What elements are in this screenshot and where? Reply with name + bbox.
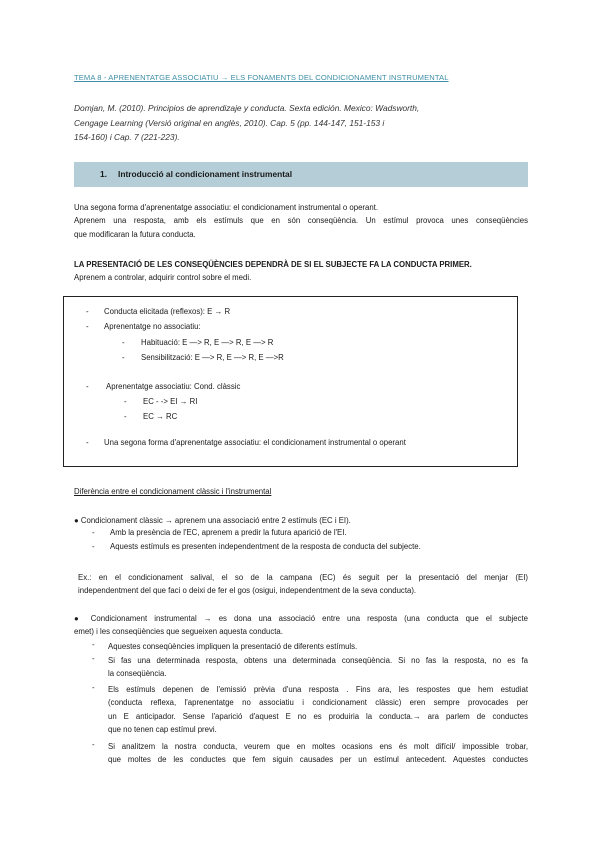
section-heading-bar <box>74 162 528 187</box>
box-item-habituation: Habituació: E —> R, E —> R, E —> R <box>141 338 274 347</box>
presentation-paragraph <box>74 258 528 285</box>
list-dash: - <box>92 683 95 692</box>
paragraph-line: independentment del que faci o deixi de fer el gos (osigui, independentment de la seva conducta). <box>78 586 417 596</box>
classic-subitem: Aquests estímuls es presenten independentment de la resposta de conducta del subjecte. <box>110 542 421 551</box>
box-item-reflexes: Conducta elicitada (reflexos): E → R <box>104 307 231 316</box>
list-dash: - <box>92 654 95 663</box>
reference-line: Cengage Learning (Versió original en anglès, 2010). Cap. 5 (pp. 144-147, 151-153 i <box>74 117 385 128</box>
bullet-line: ● Condicionament clàssic → aprenem una associació entre 2 estímuls (EC i EI). <box>74 516 351 525</box>
box-item-non-associative: Aprenentatge no associatiu: <box>104 322 201 331</box>
list-dash: - <box>92 640 95 649</box>
paragraph-line: Ex.: en el condicionament salival, el so de la campana (EC) és seguit per la presentació del menjar (EI) <box>78 573 528 582</box>
paragraph-line: Una segona forma d'aprenentatge associatiu: el condicionament instrumental o operant. <box>74 203 379 212</box>
list-dash: - <box>86 307 89 316</box>
paragraph-line: un E anticipador. Sense l'aparició d'aquest E no es produiria la conducta.→ ara parlem de conductes <box>108 711 528 721</box>
list-dash: - <box>124 412 127 421</box>
reference-line: 154-160) i Cap. 7 (221-223). <box>74 132 180 142</box>
list-dash: - <box>92 740 95 749</box>
paragraph-line: Si fas una determinada resposta, obtens una determinada conseqüència. Si no fas la resposta, no es fa <box>108 656 528 665</box>
paragraph-line: que modificaran la futura conducta. <box>74 229 196 239</box>
reference-line: Domjan, M. (2010). Principios de aprendizaje y conducta. Sexta edición. Mexico: Wadsworth, <box>74 103 420 113</box>
list-dash: - <box>86 382 89 391</box>
paragraph-line: (conducta reflexa, l'aprenentatge no associatiu i condicionament clàssic) eren sempre provocades per <box>108 698 528 708</box>
paragraph-line: Si analitzem la nostra conducta, veurem que en moltes ocasions ens és molt difícil/ impossible trobar, <box>108 742 528 751</box>
instrumental-subitem <box>108 640 528 653</box>
paragraph-line: Aprenem a controlar, adquirir control sobre el medi. <box>74 273 252 283</box>
bullet-line: emet) i les conseqüències que segueixen aquesta conducta. <box>74 627 283 637</box>
box-item-sensitization: Sensibilització: E —> R, E —> R, E —>R <box>141 353 284 362</box>
paragraph-line: Aprenem una resposta, amb els estímuls que en són conseqüència. Un estímul provoca unes conseqüències <box>74 216 528 226</box>
paragraph-line: que moltes de les conductes que fem siguin causades per un estímul antecedent. Aquestes conductes <box>108 755 528 765</box>
box-item-associative: Aprenentatge associatiu: Cond. clàssic <box>106 382 241 391</box>
instrumental-subitem <box>108 654 528 681</box>
instrumental-bullet <box>74 612 528 639</box>
paragraph-line: Aquestes conseqüències impliquen la presentació de diferents estímuls. <box>108 642 358 651</box>
topic-header-link[interactable]: TEMA 8 - APRENENTATGE ASSOCIATIU → ELS FONAMENTS DEL CONDICIONAMENT INSTRUMENTAL <box>74 73 449 82</box>
example-paragraph <box>78 571 528 598</box>
difference-heading: Diferència entre el condicionament clàssic i l'instrumental <box>74 487 272 496</box>
box-item-instrumental: Una segona forma d'aprenentatge associatiu: el condicionament instrumental o operant <box>104 438 406 447</box>
paragraph-line: la conseqüència. <box>108 669 167 679</box>
list-dash: - <box>92 528 95 537</box>
paragraph-line: Els estímuls depenen de l'emissió prèvia d'una resposta . Fins ara, les respostes que hem estudiat <box>108 685 528 694</box>
list-dash: - <box>86 322 89 331</box>
section-number: 1. <box>100 169 107 179</box>
classic-bullet <box>74 514 528 527</box>
instrumental-subitem <box>108 740 528 767</box>
list-dash: - <box>122 338 125 347</box>
emphasis-line: LA PRESENTACIÓ DE LES CONSEQÜÈNCIES DEPENDRÀ DE SI EL SUBJECTE FA LA CONDUCTA PRIMER. <box>74 260 472 269</box>
intro-paragraph <box>74 201 528 241</box>
box-item-ec-ei: EC - -> EI → RI <box>143 397 198 406</box>
list-dash: - <box>122 353 125 362</box>
list-dash: - <box>92 542 95 551</box>
bibliographic-reference <box>74 101 534 145</box>
box-item-ec-rc: EC → RC <box>143 412 178 421</box>
bullet-line: ● Condicionament instrumental → es dona una associació entre una resposta (una conducta que el subjecte <box>74 614 528 623</box>
list-dash: - <box>124 397 127 406</box>
list-dash: - <box>86 438 89 447</box>
paragraph-line: que no tenen cap estímul previ. <box>108 725 217 735</box>
summary-box <box>63 296 518 467</box>
classic-subitem: Amb la presència de l'EC, aprenem a predir la futura aparició de l'EI. <box>110 528 347 537</box>
section-title: Introducció al condicionament instrumental <box>118 169 293 179</box>
instrumental-subitem <box>108 683 528 737</box>
